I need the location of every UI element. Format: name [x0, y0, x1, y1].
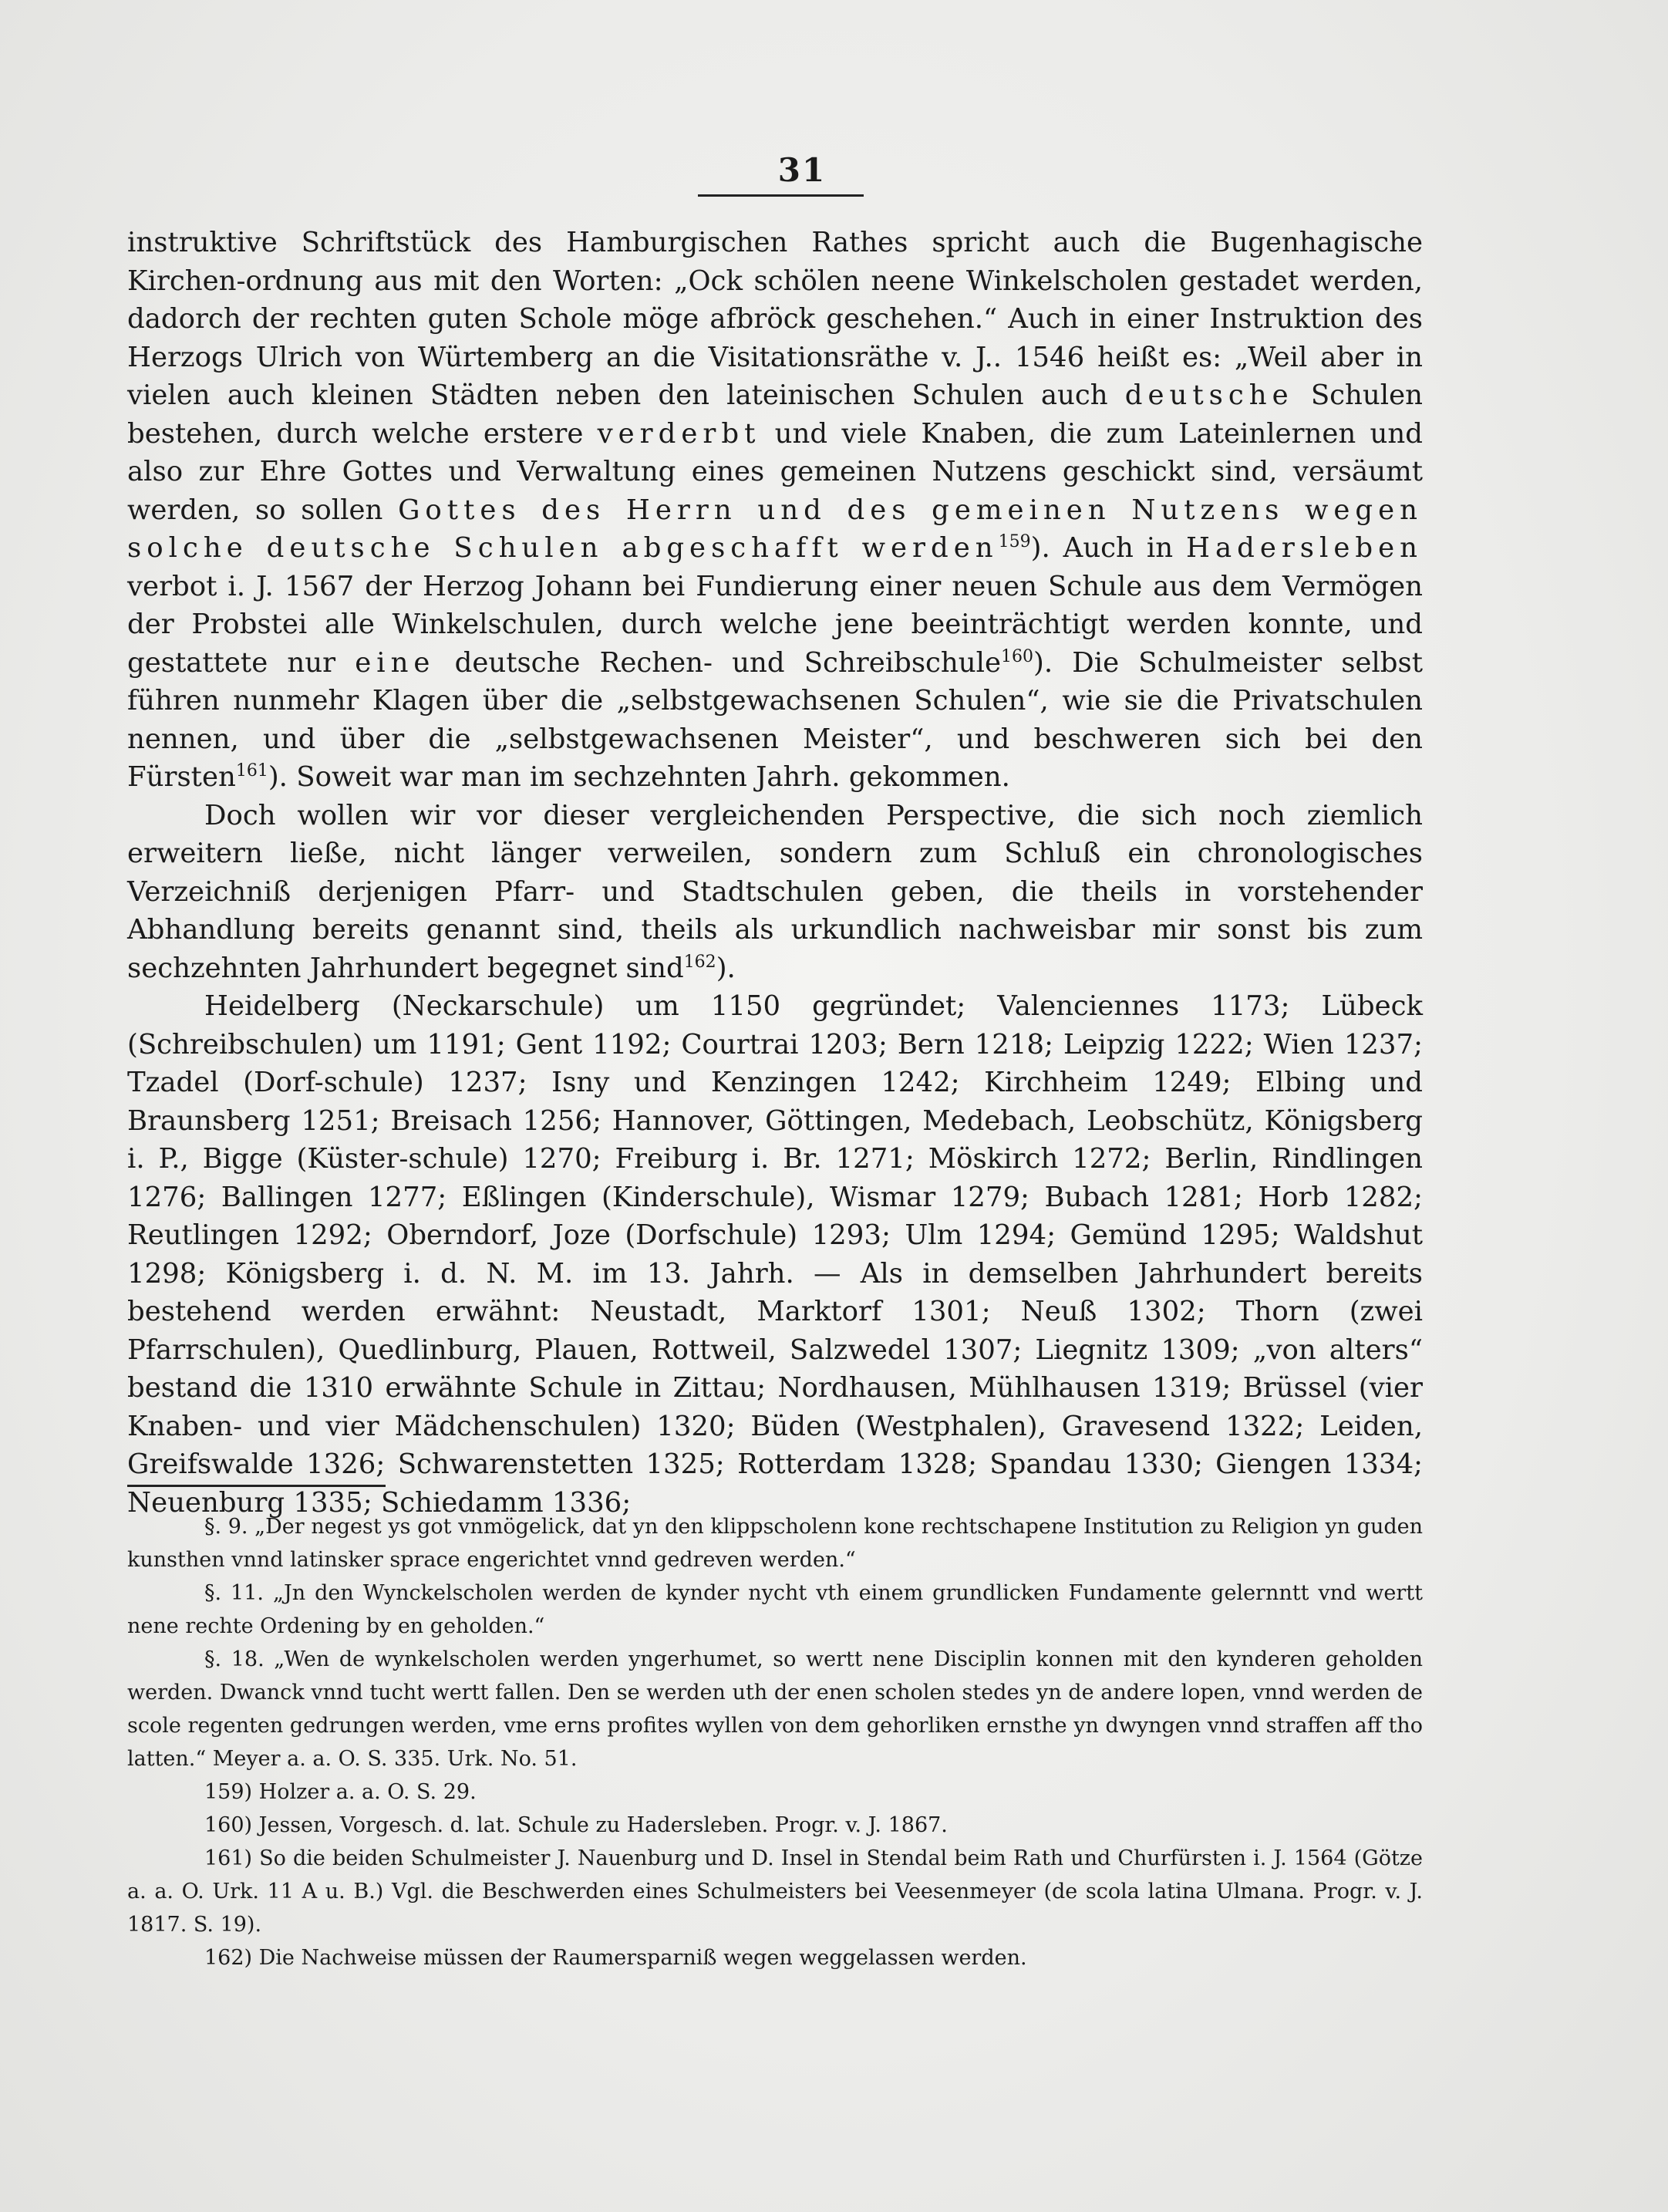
footnote-9: §. 9. „Der negest ys got vnmögelick, dat yn den klippscholenn kone rechtschapene Institution zu Religion yn guden kunsthen vnnd latinsker sprace engerichtet vnnd gedreven werden.“: [127, 1515, 1423, 1572]
paragraph-1-text-b: Schulen bestehen, durch welche erstere: [127, 379, 1423, 450]
emphasis-hadersleben: Hadersleben: [1185, 532, 1423, 564]
paragraph-1-text-g: deutsche Rechen- und Schreibschule: [435, 646, 1002, 679]
footnote-159: 159) Holzer a. a. O. S. 29.: [204, 1780, 477, 1804]
emphasis-verderbt: verderbt: [597, 417, 761, 450]
paragraph-2: [127, 797, 1423, 988]
footnote-ref-162[interactable]: 162: [683, 952, 716, 972]
paragraph-3: Heidelberg (Neckarschule) um 1150 gegründet; Valenciennes 1173; Lübeck (Schreibschulen) um 1191; Gent 1192; Courtrai 1203; Bern 1218; Leipzig 1222; Wien 1237; Tzadel (Dorf-schule) 1237; Isny und Kenzingen 1242; Kirchheim 1249; Elbing und Braunsberg 1251; Breisach 1256; Hannover, Göttingen, Medebach, Leobschütz, Königsberg i. P., Bigge (Küster-schule) 1270; Freiburg i. Br. 1271; Möskirch 1272; Berlin, Rindlingen 1276; Ballingen 1277; Eßlingen (Kinderschule), Wismar 1279; Bubach 1281; Horb 1282; Reutlingen 1292; Oberndorf, Joze (Dorfschule) 1293; Ulm 1294; Gemünd 1295; Waldshut 1298; Königsberg i. d. N. M. im 13. Jahrh. — Als in demselben Jahrhundert bereits bestehend werden erwähnt: Neustadt, Marktorf 1301; Neuß 1302; Thorn (zwei Pfarrschulen), Quedlinburg, Plauen, Rottweil, Salzwedel 1307; Liegnitz 1309; „von alters“ bestand die 1310 erwähnte Schule in Zittau; Nordhausen, Mühlhausen 1319; Brüssel (vier Knaben- und vier Mädchenschulen) 1320; Büden (Westphalen), Gravesend 1322; Leiden, Greifswalde 1326; Schwarenstetten 1325; Rotterdam 1328; Spandau 1330; Giengen 1334; Neuenburg 1335; Schiedamm 1336;: [127, 990, 1423, 1519]
footnote-161: 161) So die beiden Schulmeister J. Nauenburg und D. Insel in Stendal beim Rath und Churfürsten i. J. 1564 (Götze a. a. O. Urk. 11 A u. B.) Vgl. die Beschwerden eines Schulmeisters bei Veesenmeyer (de scola latina Ulmana. Progr. v. J. 1817. S. 19).: [127, 1846, 1423, 1937]
footnote-rule: [127, 1485, 386, 1487]
body-text: [127, 224, 1423, 1522]
paragraph-2-text: Doch wollen wir vor dieser vergleichenden Perspective, die sich noch ziemlich erweitern ließe, nicht länger verweilen, sondern zum Schluß ein chronologisches Verzeichniß derjenigen Pfarr- und Stadtschulen geben, die theils in vorstehender Abhandlung bereits genannt sind, theils als urkundlich nachweisbar mir sonst bis zum sechzehnten Jahrhundert begegnet sind: [127, 799, 1423, 984]
paragraph-1-text-c: und viele Knaben, die zum Lateinlernen und also zur Ehre Gottes und Verwaltung eines gemeinen Nutzens geschickt sind, versäumt werden, so sollen: [127, 417, 1423, 526]
paragraph-1-text-f: verbot i. J. 1567 der Herzog Johann bei Fundierung einer neuen Schule aus dem Vermögen der Probstei alle Winkelschulen, durch welche jene beeinträchtigt werden konnte, und gestattete nur: [127, 570, 1423, 679]
footnote-162: 162) Die Nachweise müssen der Raumersparniß wegen weggelassen werden.: [204, 1946, 1027, 1970]
footnote-ref-161[interactable]: 161: [235, 761, 268, 781]
emphasis-deutsche: deutsche: [1124, 379, 1294, 411]
paragraph-1-text-i: ). Soweit war man im sechzehnten Jahrh. gekommen.: [268, 761, 1010, 793]
paragraph-1-text-a: instruktive Schriftstück des Hamburgischen Rathes spricht auch die Bugenhagische Kirchen-ordnung aus mit den Worten: „Ock schölen neene Winkelscholen gestadet werden, dadorch der rechten guten Schole möge afbröck geschehen.“ Auch in einer Instruktion des Herzogs Ulrich von Würtemberg an die Visitationsräthe v. J.. 1546 heißt es: „Weil aber in vielen auch kleinen Städten neben den lateinischen Schulen auch: [127, 227, 1423, 411]
header-rule: [698, 194, 864, 197]
footnote-160: 160) Jessen, Vorgesch. d. lat. Schule zu Hadersleben. Progr. v. J. 1867.: [204, 1813, 948, 1837]
footnote-11: §. 11. „Jn den Wynckelscholen werden de kynder nycht vth einem grundlicken Fundamente gelernntt vnd wertt nene rechte Ordening by en geholden.“: [127, 1581, 1423, 1638]
paragraph-1: [127, 224, 1423, 797]
footnote-ref-160[interactable]: 160: [1001, 646, 1034, 666]
paragraph-1-text-d: ). Auch in: [1030, 532, 1186, 564]
footnote-ref-159[interactable]: 159: [998, 532, 1031, 552]
page-number: 31: [777, 151, 827, 189]
footnote-18: §. 18. „Wen de wynkelscholen werden yngerhumet, so wertt nene Disciplin konnen mit den kynderen geholden werden. Dwanck vnnd tucht wertt fallen. Den se werden uth der enen scholen stedes yn de andere lopen, vnnd werden de scole regenten gedrungen werden, vme erns profites wyllen von dem gehorliken ernsthe yn dwyngen vnnd straffen aff tho latten.“ Meyer a. a. O. S. 335. Urk. No. 51.: [127, 1647, 1423, 1771]
paragraph-1-text-h: ). Die Schulmeister selbst führen nunmehr Klagen über die „selbstgewachsenen Schulen“, wie sie die Privatschulen nennen, und über die „selbstgewachsenen Meister“, und beschweren sich bei den Fürsten: [127, 646, 1423, 793]
emphasis-quote: Gottes des Herrn und des gemeinen Nutzens wegen solche deutsche Schulen abgeschafft werden: [127, 494, 1423, 564]
emphasis-eine: eine: [355, 646, 436, 679]
footnotes: [127, 1510, 1423, 1974]
paragraph-2-end: ).: [716, 952, 736, 984]
